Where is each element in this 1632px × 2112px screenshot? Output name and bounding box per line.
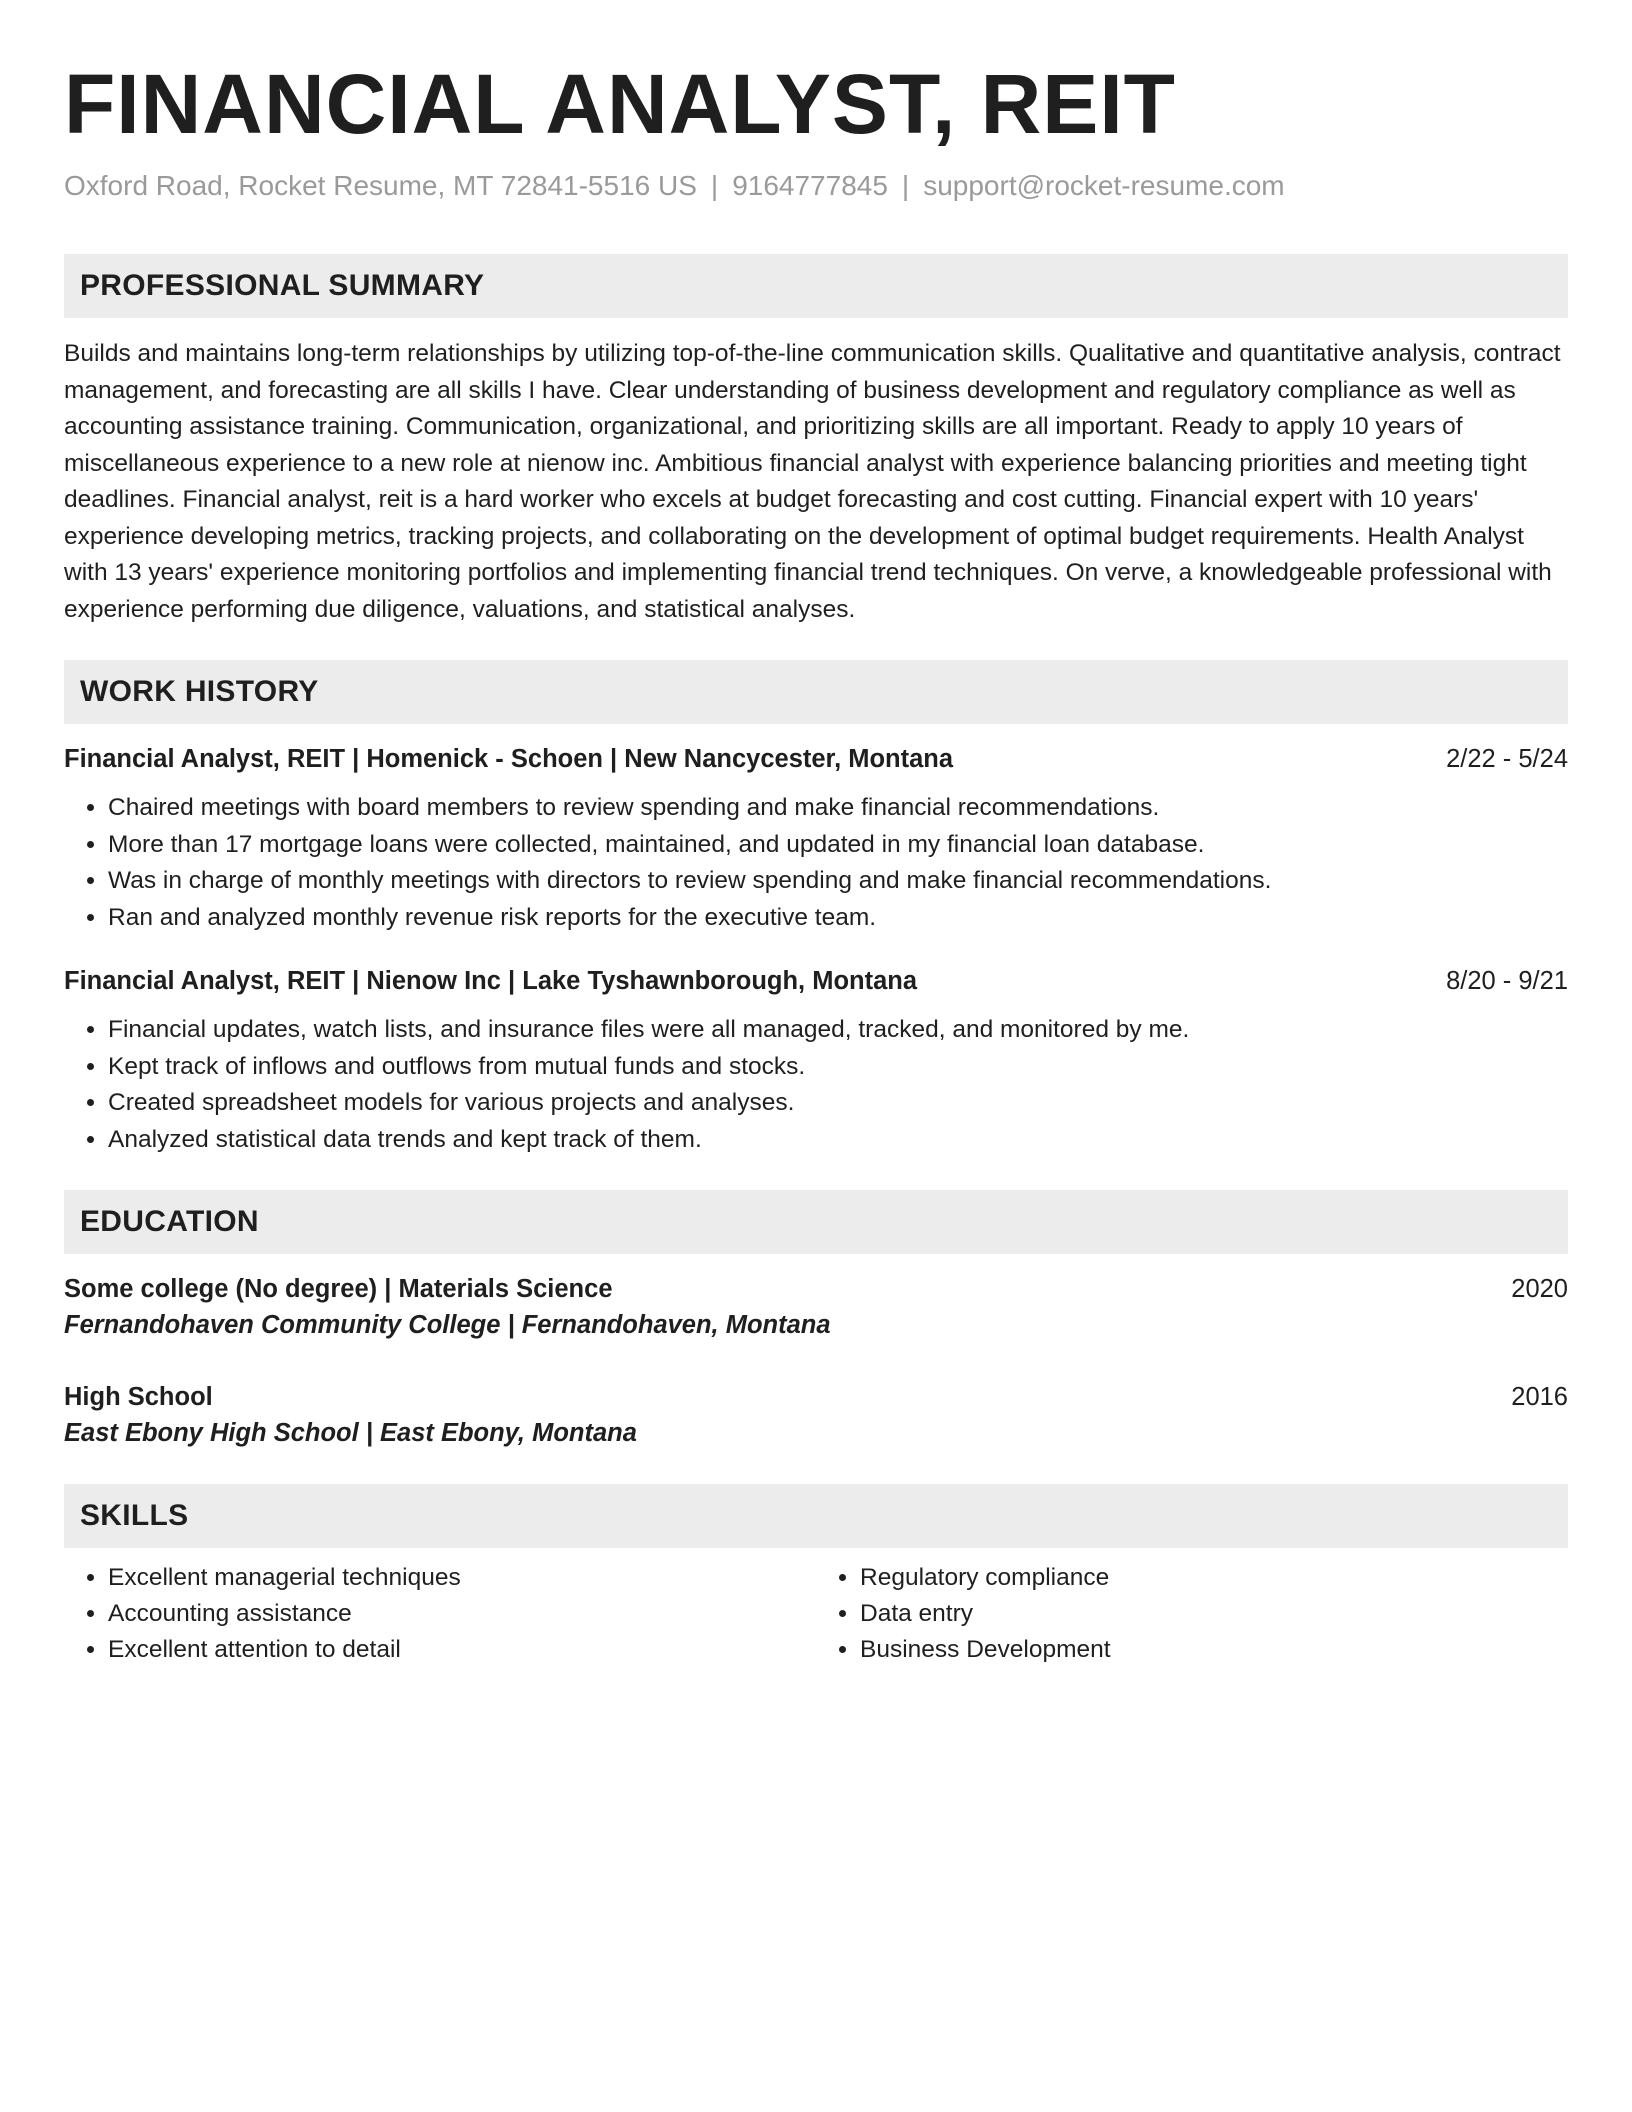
job-bullets xyxy=(64,790,1568,936)
contact-address: Oxford Road, Rocket Resume, MT 72841-5516 US xyxy=(64,170,697,201)
education-school: East Ebony High School | East Ebony, Montana xyxy=(64,1419,637,1447)
education-degree: High School xyxy=(64,1383,213,1411)
skills-section-header: SKILLS xyxy=(64,1484,1568,1548)
education-school: Fernandohaven Community College | Fernandohaven, Montana xyxy=(64,1311,831,1339)
job-dates: 8/20 - 9/21 xyxy=(1446,967,1568,995)
job-entry xyxy=(64,742,1568,936)
education-heading-row xyxy=(64,1380,1568,1414)
education-year: 2016 xyxy=(1511,1383,1568,1411)
contact-phone: 9164777845 xyxy=(732,170,888,201)
work-history-section-header: WORK HISTORY xyxy=(64,660,1568,724)
education-year: 2020 xyxy=(1511,1275,1568,1303)
skill-item: • Accounting assistance xyxy=(108,1596,816,1632)
summary-section-header: PROFESSIONAL SUMMARY xyxy=(64,254,1568,318)
skill-item: • Regulatory compliance xyxy=(860,1560,1568,1596)
job-heading-row xyxy=(64,742,1568,776)
job-bullet: • Financial updates, watch lists, and insurance files were all managed, tracked, and monitored by me. xyxy=(108,1012,1568,1049)
job-dates: 2/22 - 5/24 xyxy=(1446,745,1568,773)
skill-item: • Excellent managerial techniques xyxy=(108,1560,816,1596)
skill-item: • Data entry xyxy=(860,1596,1568,1632)
education-section-header: EDUCATION xyxy=(64,1190,1568,1254)
job-entry xyxy=(64,964,1568,1158)
skills-list xyxy=(64,1560,1568,1668)
job-bullet: • Analyzed statistical data trends and kept track of them. xyxy=(108,1122,1568,1159)
education-degree: Some college (No degree) | Materials Science xyxy=(64,1275,613,1303)
job-bullet: • Chaired meetings with board members to review spending and make financial recommendations. xyxy=(108,790,1568,827)
education-entry xyxy=(64,1272,1568,1344)
job-bullets xyxy=(64,1012,1568,1158)
contact-separator: | xyxy=(901,170,910,201)
skills-column-left xyxy=(64,1560,816,1668)
job-bullet: • Kept track of inflows and outflows from mutual funds and stocks. xyxy=(108,1049,1568,1086)
skill-item: • Excellent attention to detail xyxy=(108,1632,816,1668)
job-heading: Financial Analyst, REIT | Nienow Inc | Lake Tyshawnborough, Montana xyxy=(64,967,918,995)
job-bullet: • More than 17 mortgage loans were collected, maintained, and updated in my financial loan database. xyxy=(108,827,1568,864)
education-heading-row xyxy=(64,1272,1568,1306)
job-heading: Financial Analyst, REIT | Homenick - Schoen | New Nancycester, Montana xyxy=(64,745,954,773)
job-heading-row xyxy=(64,964,1568,998)
skills-column-right xyxy=(816,1560,1568,1668)
contact-email: support@rocket-resume.com xyxy=(923,170,1285,201)
summary-text: Builds and maintains long-term relationships by utilizing top-of-the-line communication skills. Qualitative and quantitative analysis, contract management, and forecasting are all skills I have. Clear understanding of business development and regulatory compliance as well as accounting assistance training. Communication, organizational, and prioritizing skills are all important. Ready to apply 10 years of miscellaneous experience to a new role at nienow inc. Ambitious financial analyst with experience balancing priorities and meeting tight deadlines. Financial analyst, reit is a hard worker who excels at budget forecasting and cost cutting. Financial expert with 10 years' experience developing metrics, tracking projects, and collaborating on the development of optimal budget requirements. Health Analyst with 13 years' experience monitoring portfolios and implementing financial trend techniques. On verve, a knowledgeable professional with experience performing due diligence, valuations, and statistical analyses. xyxy=(64,340,1561,623)
skill-item: • Business Development xyxy=(860,1632,1568,1668)
education-entry xyxy=(64,1380,1568,1452)
contact-line xyxy=(64,168,1568,204)
candidate-name: FINANCIAL ANALYST, REIT xyxy=(64,57,1176,151)
job-bullet: • Created spreadsheet models for various projects and analyses. xyxy=(108,1085,1568,1122)
job-bullet: • Was in charge of monthly meetings with directors to review spending and make financial recommendations. xyxy=(108,863,1568,900)
contact-separator: | xyxy=(710,170,719,201)
job-bullet: • Ran and analyzed monthly revenue risk reports for the executive team. xyxy=(108,900,1568,937)
